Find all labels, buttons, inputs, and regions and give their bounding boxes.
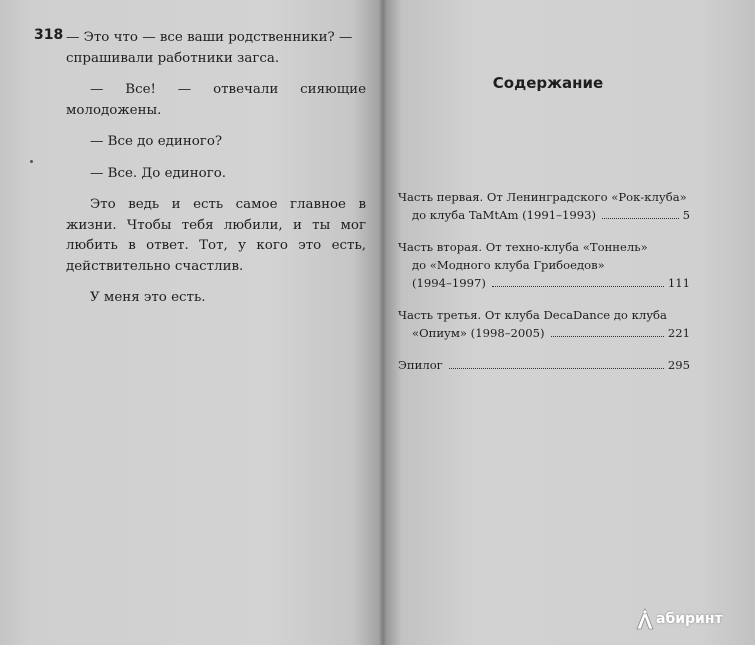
paragraph: — Все! — отвечали сияющие молодожены. (66, 82, 366, 118)
dot-leader (602, 218, 679, 219)
toc-page-number: 111 (667, 276, 690, 290)
paragraph-line: спрашивали работники загса. (66, 50, 280, 66)
toc-entry (398, 306, 690, 342)
page-number: 318 (34, 27, 64, 43)
toc-line: Часть вторая. От техно-клуба «Тоннель» (398, 240, 648, 254)
toc-entry (398, 188, 690, 224)
toc-page-number: 221 (667, 326, 690, 340)
toc-entry (398, 238, 690, 292)
paragraph: Это ведь и есть самое главное в жизни. Чтобы тебя любили, и ты мог любить в ответ. Тот, у кого это есть, действительно счастлив. (66, 197, 366, 274)
toc-line-last (398, 274, 690, 292)
paragraph: — Все. До единого. (90, 165, 227, 181)
paragraph: — Все до единого? (90, 134, 223, 149)
toc-line: «Опиум» (1998–2005) (412, 326, 545, 340)
body-text (66, 28, 366, 320)
book-gutter (378, 0, 388, 645)
toc-entry (398, 356, 690, 374)
dot-leader (551, 336, 664, 337)
paragraph: У меня это есть. (90, 290, 206, 305)
dot-leader (449, 368, 664, 369)
paragraph (66, 28, 366, 69)
toc-page-number: 5 (682, 208, 690, 222)
toc-line: до клуба TaMtAm (1991–1993) (412, 208, 596, 222)
dot-leader (492, 286, 664, 287)
toc-line: (1994–1997) (412, 276, 486, 290)
toc-line-last (398, 324, 690, 342)
paragraph-line: — Это что — все ваши родственники? — (66, 30, 353, 45)
toc-line: Эпилог (398, 358, 443, 372)
toc-line: Часть третья. От клуба DecaDance до клуба (398, 308, 667, 322)
toc-line-last (398, 206, 690, 224)
watermark-text: абиринт (656, 611, 723, 627)
toc-page-number: 295 (667, 358, 690, 372)
toc-line: Часть первая. От Ленинградского «Рок-клуба» (398, 190, 687, 204)
table-of-contents (398, 188, 690, 388)
toc-title: Содержание (492, 74, 604, 92)
toc-line: до «Модного клуба Грибоедов» (412, 258, 605, 272)
labyrinth-logo-icon (636, 608, 654, 630)
toc-line-last (398, 356, 690, 374)
watermark (636, 608, 723, 630)
paper-spot (30, 160, 33, 163)
